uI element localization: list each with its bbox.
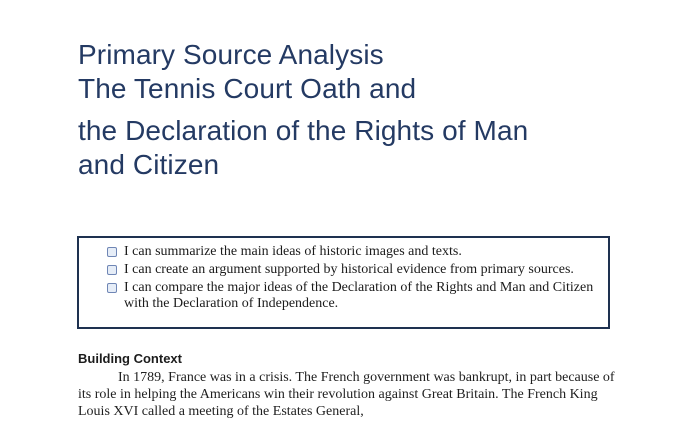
title-line-2: The Tennis Court Oath and (78, 73, 417, 104)
objective-item-argument (107, 262, 608, 278)
document-title (78, 38, 658, 182)
checkbox-icon[interactable] (107, 265, 117, 275)
objective-item-summarize (107, 244, 608, 260)
objective-text: I can create an argument supported by historical evidence from primary sources. (124, 262, 574, 277)
objective-text: I can summarize the main ideas of historic images and texts. (124, 244, 462, 259)
checkbox-icon[interactable] (107, 247, 117, 257)
title-line-3: the Declaration of the Rights of Man (78, 115, 529, 146)
checkbox-icon[interactable] (107, 283, 117, 293)
objectives-list (79, 238, 608, 312)
title-line-1: Primary Source Analysis (78, 39, 384, 70)
section-body (78, 369, 618, 420)
title-line-4: and Citizen (78, 149, 220, 180)
objective-item-compare (107, 280, 608, 312)
learning-objectives-box (77, 236, 610, 329)
body-paragraph: In 1789, France was in a crisis. The French government was bankrupt, in part because of its role in helping the Americans win their revolution against Great Britain. The French King Louis XVI called a meeting of the Estates General, (78, 370, 615, 419)
section-heading-building-context: Building Context (78, 351, 182, 366)
objective-text: I can compare the major ideas of the Declaration of the Rights and Man and Citizen with the Declaration of Independence. (124, 280, 594, 311)
